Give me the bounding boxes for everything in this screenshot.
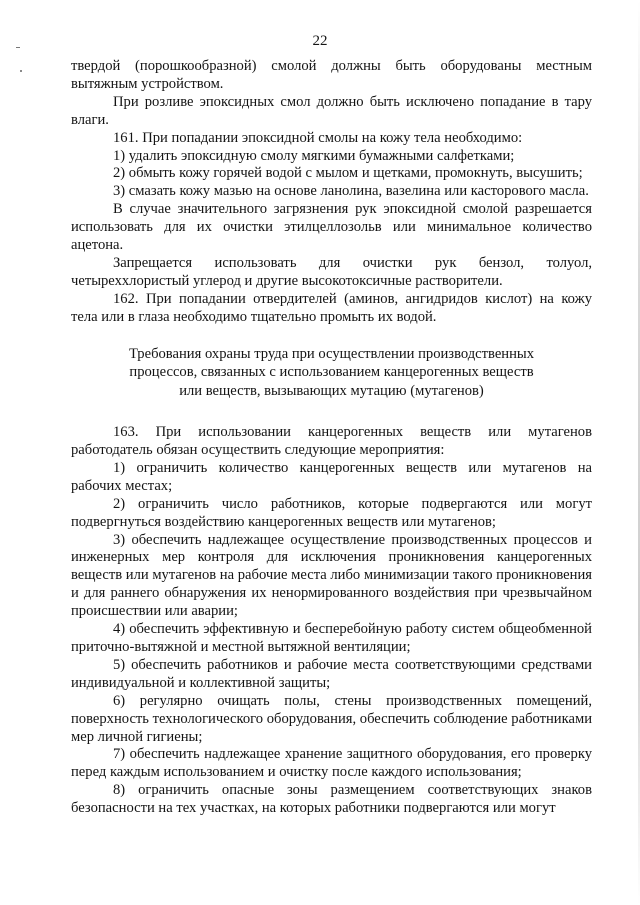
list-item: 2) обмыть кожу горячей водой с мылом и щетками, промокнуть, высушить; bbox=[113, 165, 583, 182]
paragraph: твердой (порошкообразной) смолой должны быть оборудованы местным вытяжным устройством. bbox=[71, 58, 592, 92]
list-item: 3) смазать кожу мазью на основе ланолина, вазелина или касторового масла. bbox=[113, 183, 589, 200]
paragraph: При розливе эпоксидных смол должно быть исключено попадание в тару влаги. bbox=[71, 93, 592, 128]
section-heading-line: процессов, связанных с использованием канцерогенных веществ bbox=[129, 364, 534, 381]
list-item: 6) регулярно очищать полы, стены производственных помещений, поверхность технологического оборудования, обеспечить соблюдение работниками мер личной гигиены; bbox=[71, 692, 592, 745]
paragraph: 161. При попадании эпоксидной смолы на кожу тела необходимо: bbox=[113, 129, 523, 146]
document-body bbox=[71, 58, 592, 818]
page-number: 22 bbox=[312, 33, 328, 49]
section-heading-line: или веществ, вызывающих мутацию (мутагенов) bbox=[179, 382, 484, 399]
section-heading bbox=[71, 345, 592, 401]
list-item: 5) обеспечить работников и рабочие места соответствующими средствами индивидуальной и коллективной защиты; bbox=[71, 656, 592, 691]
list-item: 4) обеспечить эффективную и бесперебойную работу систем общеобменной приточно-вытяжной и местной вытяжной вентиляции; bbox=[71, 621, 592, 655]
list-item: 2) ограничить число работников, которые подвергаются или могут подвергнуться воздействию канцерогенных веществ или мутагенов; bbox=[71, 495, 592, 530]
paragraph: 163. При использовании канцерогенных веществ или мутагенов работодатель обязан осуществить следующие мероприятия: bbox=[71, 424, 592, 458]
list-item: 8) ограничить опасные зоны размещением соответствующих знаков безопасности на тех участках, на которых работники подвергаются или могут bbox=[71, 782, 592, 817]
paragraph: 162. При попадании отвердителей (аминов, ангидридов кислот) на кожу тела или в глаза необходимо тщательно промыть их водой. bbox=[71, 290, 592, 325]
list-item: 1) ограничить количество канцерогенных веществ или мутагенов на рабочих местах; bbox=[71, 459, 592, 494]
list-item: 1) удалить эпоксидную смолу мягкими бумажными салфетками; bbox=[113, 147, 515, 164]
paragraph: В случае значительного загрязнения рук эпоксидной смолой разрешается использовать для их очистки этилцеллозольв или минимальное количество ацетона. bbox=[71, 201, 592, 254]
list-item: 7) обеспечить надлежащее хранение защитного оборудования, его проверку перед каждым использованием и очистку после каждого использования; bbox=[71, 746, 592, 781]
list-item: 3) обеспечить надлежащее осуществление производственных процессов и инженерных мер контроля для исключения проникновения канцерогенных веществ или мутагенов на рабочие места либо минимизации такого проникновения и для раннего обнаружения их ненормированного воздействия при чрезвычайном происшествии или аварии; bbox=[71, 531, 592, 620]
paragraph: Запрещается использовать для очистки рук бензол, толуол, четыреххлористый углерод и другие высокотоксичные растворители. bbox=[71, 254, 592, 289]
section-heading-line: Требования охраны труда при осуществлении производственных bbox=[128, 345, 535, 362]
dot-mark bbox=[20, 70, 22, 72]
